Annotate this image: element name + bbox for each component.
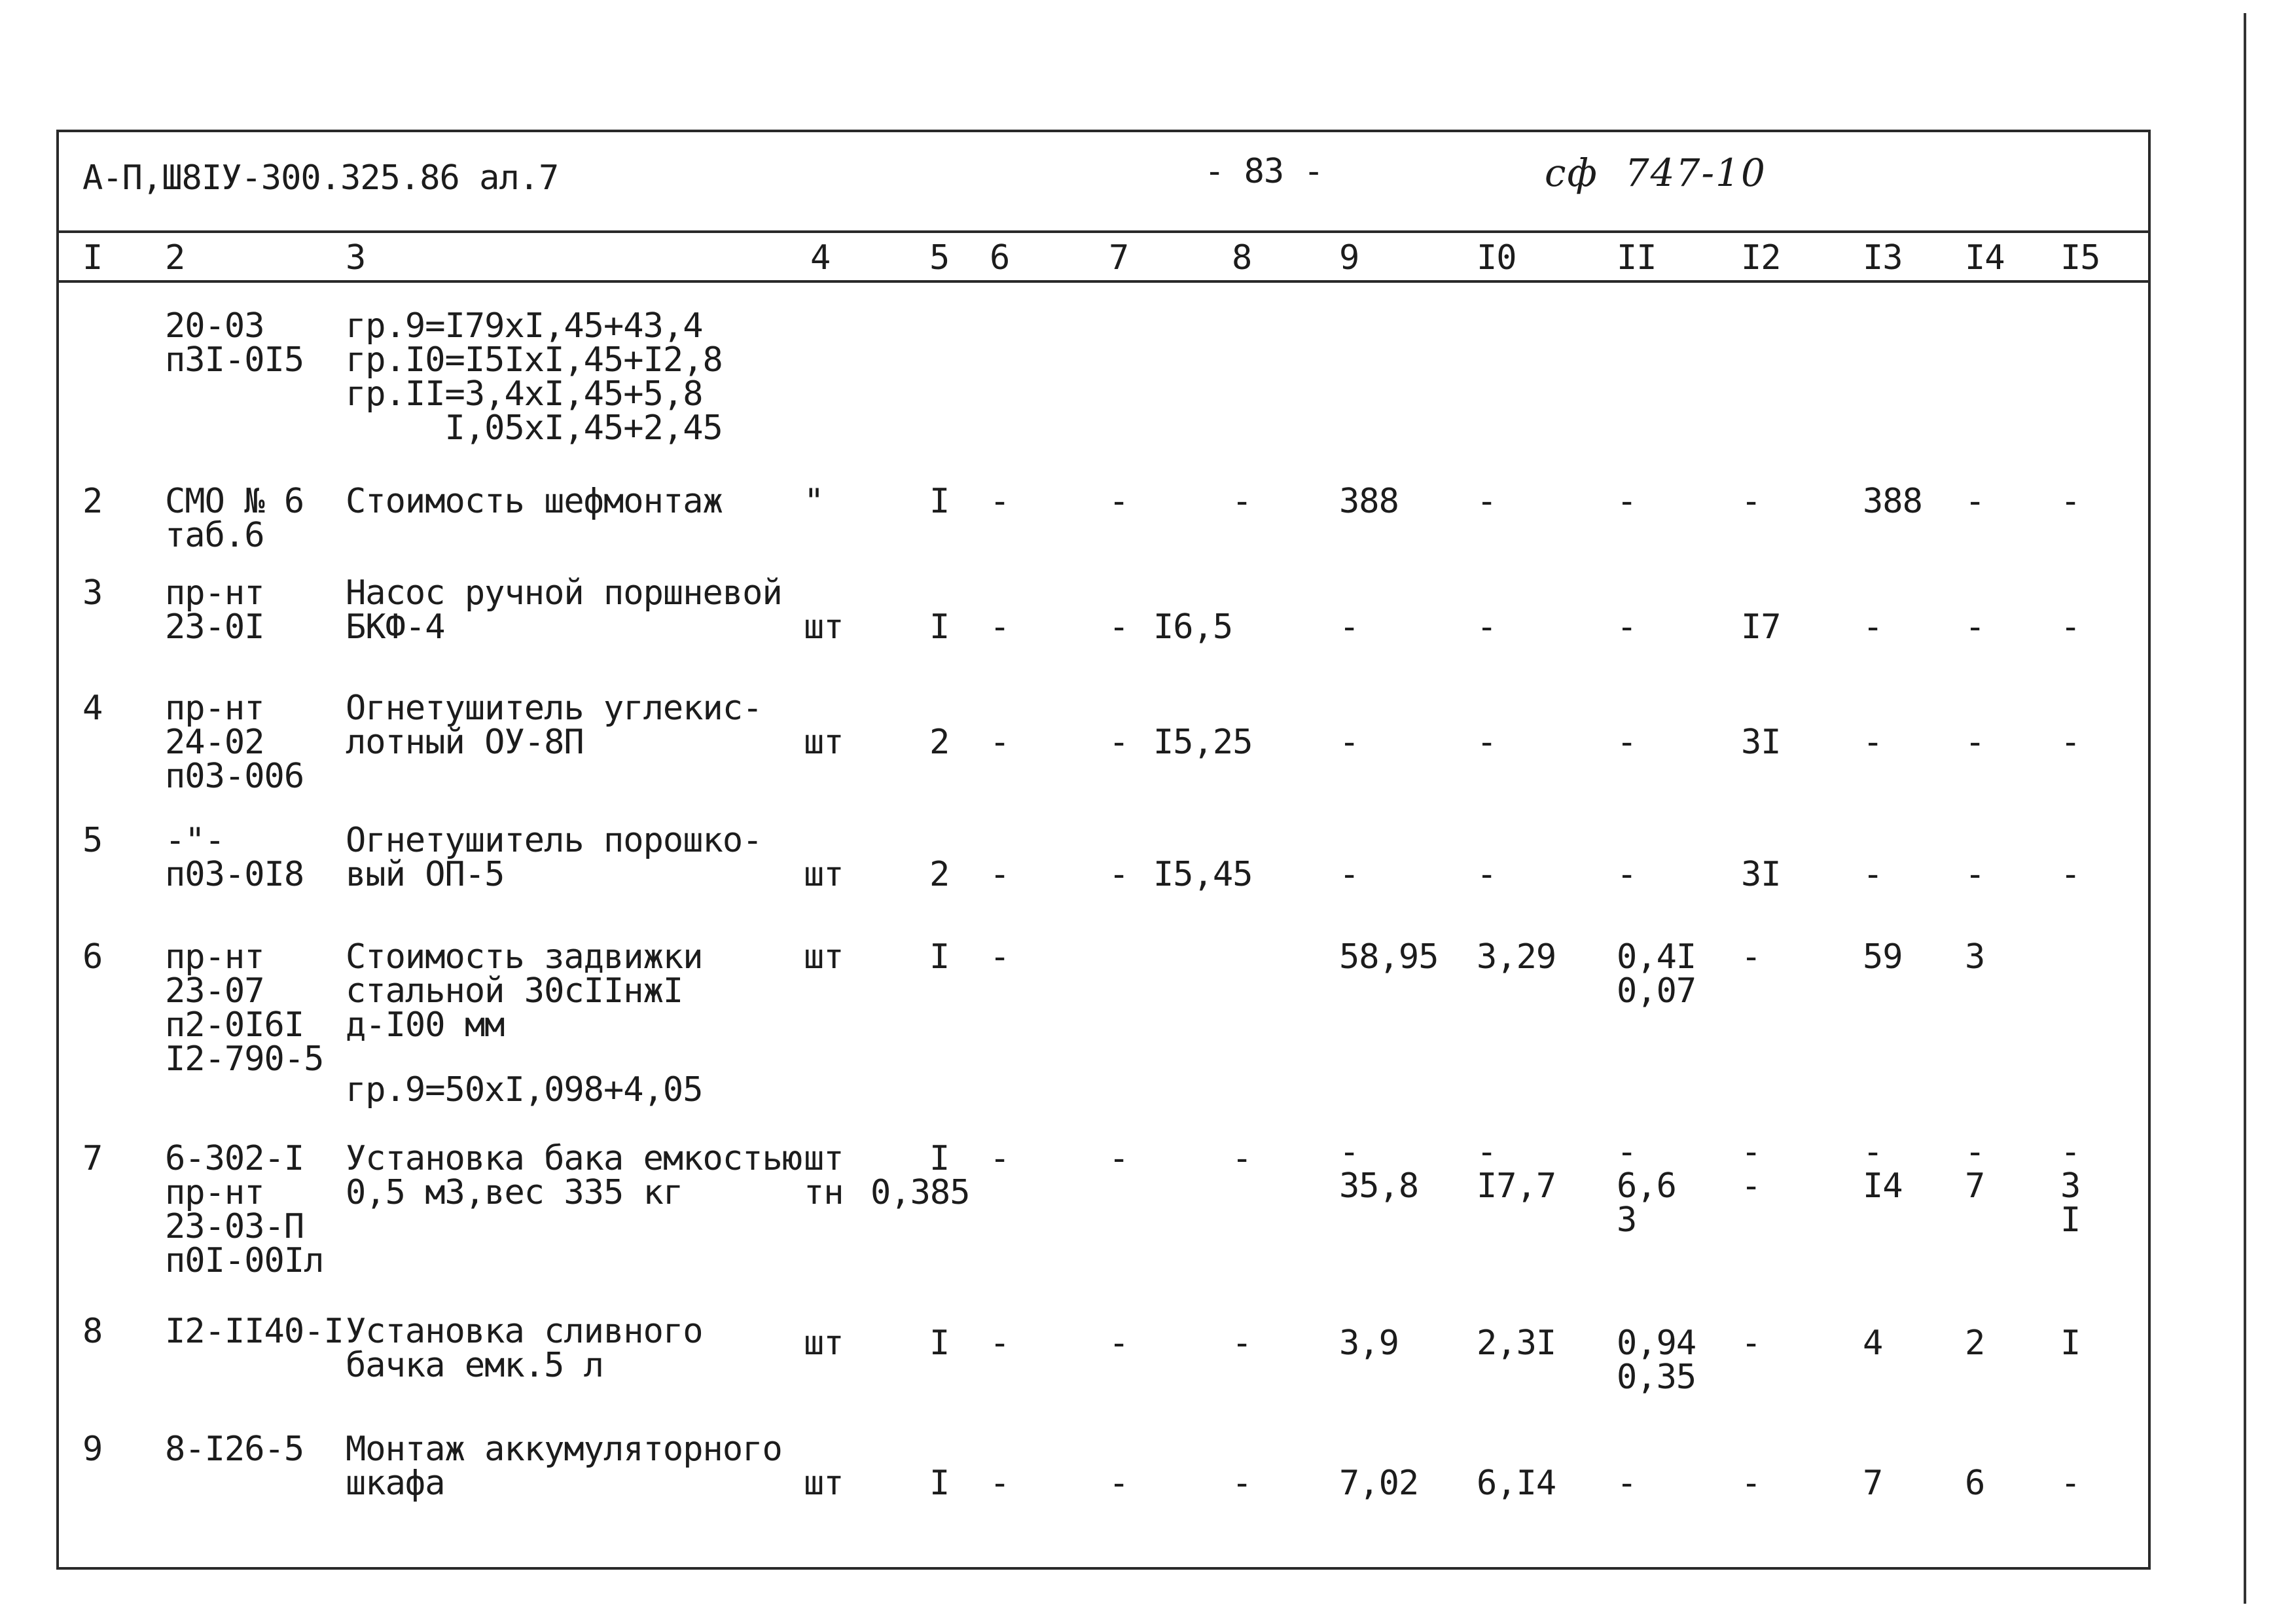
row-col14: -	[1965, 1132, 1985, 1172]
column-number: 5	[929, 238, 950, 278]
row-ref: пр-нт	[165, 689, 264, 728]
row-unit: шт	[804, 723, 844, 762]
row-number: 2	[82, 482, 103, 521]
row-col11: -	[1617, 482, 1637, 521]
row-ref: пр-нт	[165, 937, 264, 977]
row-col15: -	[2060, 607, 2081, 647]
row-col15: 3	[2060, 1166, 2081, 1206]
row-col11: 3	[1617, 1200, 1637, 1240]
row-col6: -	[990, 607, 1010, 647]
row-qty: I	[929, 1324, 950, 1363]
row-col11: 6,6	[1617, 1166, 1676, 1206]
row-name: Стоимость шефмонтаж	[346, 482, 723, 521]
row-name: бачка емк.5 л	[346, 1346, 603, 1385]
column-number: I2	[1741, 238, 1781, 278]
row-col13: 59	[1863, 937, 1903, 977]
row-col8: -	[1232, 482, 1252, 521]
column-number: I0	[1477, 238, 1516, 278]
row-col8: -	[1232, 1464, 1252, 1503]
row-col15: I	[2060, 1324, 2081, 1363]
column-number: 9	[1339, 238, 1359, 278]
row-col9: -	[1339, 723, 1359, 762]
row-ref: 23-03-П	[165, 1207, 304, 1246]
row-col13: 4	[1863, 1324, 1883, 1363]
row-unit: "	[804, 482, 824, 521]
row-unit: шт	[804, 1324, 844, 1363]
row-qty: 2	[929, 723, 950, 762]
ref-line: п3I-0I5	[165, 340, 304, 380]
row-col14: 3	[1965, 937, 1985, 977]
row-unit: шт	[804, 1139, 844, 1178]
header-top-rule	[56, 230, 2151, 233]
document-code: А-П,Ш8IУ-300.325.86 ал.7	[82, 158, 559, 198]
row-col9: 35,8	[1339, 1166, 1419, 1206]
column-number: 3	[346, 238, 366, 278]
row-col10: 2,3I	[1477, 1324, 1556, 1363]
row-col8: I5,25	[1153, 723, 1253, 762]
row-col8: I5,45	[1153, 855, 1253, 894]
row-col9: 58,95	[1339, 937, 1439, 977]
row-col11: -	[1617, 1464, 1637, 1503]
row-number: 5	[82, 821, 103, 860]
row-number: 6	[82, 937, 103, 977]
row-col7: -	[1109, 607, 1129, 647]
row-col12: -	[1741, 482, 1761, 521]
row-unit: шт	[804, 1464, 844, 1503]
formula-line: гр.9=I79хI,45+43,4	[346, 306, 703, 346]
row-formula: гр.9=50хI,098+4,05	[346, 1070, 703, 1110]
row-col11: 0,4I	[1617, 937, 1696, 977]
row-col13: -	[1863, 723, 1883, 762]
row-ref: 23-0I	[165, 607, 264, 647]
row-number: 8	[82, 1312, 103, 1351]
row-ref: СМО № 6	[165, 482, 304, 521]
row-ref: пр-нт	[165, 1173, 264, 1212]
row-name: лотный ОУ-8П	[346, 723, 584, 762]
row-name: Огнетушитель порошко-	[346, 821, 762, 860]
column-number: 6	[990, 238, 1010, 278]
row-col11: -	[1617, 723, 1637, 762]
row-col15: -	[2060, 1132, 2081, 1172]
row-qty: I	[929, 1464, 950, 1503]
row-qty: I	[929, 482, 950, 521]
formula-line: гр.I0=I5IхI,45+I2,8	[346, 340, 723, 380]
row-col12: -	[1741, 1132, 1761, 1172]
row-name: 0,5 м3,вес 335 кг	[346, 1173, 683, 1212]
row-col10: -	[1477, 723, 1497, 762]
row-unit: шт	[804, 855, 844, 894]
row-col7: -	[1109, 723, 1129, 762]
row-qty: I	[929, 1139, 950, 1178]
row-number: 3	[82, 573, 103, 613]
row-col6: -	[990, 937, 1010, 977]
row-col12: -	[1741, 1464, 1761, 1503]
formula-line: гр.II=3,4хI,45+5,8	[346, 374, 703, 414]
row-col13: -	[1863, 1132, 1883, 1172]
row-ref: 6-302-I	[165, 1139, 304, 1178]
column-number: II	[1617, 238, 1657, 278]
formula-line: I,05хI,45+2,45	[346, 408, 723, 448]
row-ref: 23-07	[165, 971, 264, 1011]
row-number: 4	[82, 689, 103, 728]
row-col6: -	[990, 482, 1010, 521]
row-col11: -	[1617, 1132, 1637, 1172]
column-number: I	[82, 238, 103, 278]
row-ref: -"-	[165, 821, 224, 860]
row-col15: -	[2060, 723, 2081, 762]
row-col9: 3,9	[1339, 1324, 1399, 1363]
row-col15: -	[2060, 855, 2081, 894]
row-name: Монтаж аккумуляторного	[346, 1430, 782, 1469]
row-name: Огнетушитель углекис-	[346, 689, 762, 728]
row-name: БКФ-4	[346, 607, 445, 647]
header-bottom-rule	[56, 280, 2151, 283]
row-col6: -	[990, 855, 1010, 894]
row-col14: 2	[1965, 1324, 1985, 1363]
column-number: 2	[165, 238, 185, 278]
page-number: - 83 -	[1204, 152, 1323, 191]
row-col8: I6,5	[1153, 607, 1233, 647]
row-col12: 3I	[1741, 855, 1781, 894]
row-col12: 3I	[1741, 723, 1781, 762]
row-ref: п03-006	[165, 757, 304, 796]
row-col8: -	[1232, 1139, 1252, 1178]
row-col10: -	[1477, 855, 1497, 894]
row-col15: I	[2060, 1200, 2081, 1240]
row-col15: -	[2060, 1464, 2081, 1503]
row-name: Установка бака емкостью	[346, 1139, 802, 1178]
row-col7: -	[1109, 1324, 1129, 1363]
column-number: I3	[1863, 238, 1903, 278]
row-col15: -	[2060, 482, 2081, 521]
row-name: шкафа	[346, 1464, 445, 1503]
row-name: Стоимость задвижки	[346, 937, 703, 977]
row-col6: -	[990, 723, 1010, 762]
page-edge-line	[2244, 13, 2246, 1604]
row-col10: I7,7	[1477, 1166, 1556, 1206]
row-col11: 0,94	[1617, 1324, 1696, 1363]
row-col7: -	[1109, 482, 1129, 521]
row-ref: 24-02	[165, 723, 264, 762]
row-col6: -	[990, 1464, 1010, 1503]
row-col9: -	[1339, 1132, 1359, 1172]
row-col10: 6,I4	[1477, 1464, 1556, 1503]
row-ref: таб.6	[165, 516, 264, 555]
row-name: д-I00 мм	[346, 1005, 505, 1045]
row-col12: -	[1741, 1324, 1761, 1363]
row-col9: 7,02	[1339, 1464, 1419, 1503]
row-col14: 7	[1965, 1166, 1985, 1206]
row-number: 9	[82, 1430, 103, 1469]
row-col9: 388	[1339, 482, 1399, 521]
row-col11: -	[1617, 607, 1637, 647]
row-col12: I7	[1741, 607, 1781, 647]
column-number: I4	[1965, 238, 2005, 278]
handwritten-stamp: сф 747-10	[1545, 151, 1767, 195]
row-col11: 0,35	[1617, 1358, 1696, 1398]
row-number: 7	[82, 1139, 103, 1178]
row-col13: -	[1863, 607, 1883, 647]
row-col9: -	[1339, 855, 1359, 894]
row-col6: -	[990, 1139, 1010, 1178]
ref-line: 20-03	[165, 306, 264, 346]
row-col12: -	[1741, 1166, 1761, 1206]
row-col7: -	[1109, 855, 1129, 894]
column-number: 4	[810, 238, 831, 278]
column-number: 8	[1232, 238, 1252, 278]
row-unit: шт	[804, 937, 844, 977]
column-number: I5	[2060, 238, 2100, 278]
row-col14: -	[1965, 482, 1985, 521]
row-unit: тн	[804, 1173, 844, 1212]
row-name: Насос ручной поршневой	[346, 573, 782, 613]
row-col13: -	[1863, 855, 1883, 894]
row-col11: 0,07	[1617, 971, 1696, 1011]
row-qty: I	[929, 937, 950, 977]
row-qty-alt: 0,385	[870, 1173, 970, 1212]
row-col14: 6	[1965, 1464, 1985, 1503]
row-col13: 7	[1863, 1464, 1883, 1503]
row-col10: -	[1477, 607, 1497, 647]
row-ref: п2-0I6I	[165, 1005, 304, 1045]
row-qty: I	[929, 607, 950, 647]
row-ref: I2-790-5	[165, 1039, 324, 1079]
row-name: стальной 30сIIнжI	[346, 971, 683, 1011]
row-unit: шт	[804, 607, 844, 647]
row-col14: -	[1965, 607, 1985, 647]
row-col8: -	[1232, 1324, 1252, 1363]
row-qty: 2	[929, 855, 950, 894]
row-col14: -	[1965, 855, 1985, 894]
row-col13: 388	[1863, 482, 1922, 521]
row-col7: -	[1109, 1464, 1129, 1503]
row-col12: -	[1741, 937, 1761, 977]
row-col10: -	[1477, 1132, 1497, 1172]
column-number: 7	[1109, 238, 1129, 278]
row-ref: 8-I26-5	[165, 1430, 304, 1469]
row-col10: -	[1477, 482, 1497, 521]
row-col6: -	[990, 1324, 1010, 1363]
row-name: вый ОП-5	[346, 855, 505, 894]
row-col11: -	[1617, 855, 1637, 894]
row-col7: -	[1109, 1139, 1129, 1178]
row-col10: 3,29	[1477, 937, 1556, 977]
row-ref: п0I-00Iл	[165, 1241, 324, 1280]
row-col14: -	[1965, 723, 1985, 762]
row-col9: -	[1339, 607, 1359, 647]
row-ref: пр-нт	[165, 573, 264, 613]
row-ref: I2-II40-I	[165, 1312, 344, 1351]
row-col13: I4	[1863, 1166, 1903, 1206]
row-ref: п03-0I8	[165, 855, 304, 894]
row-name: Установка сливного	[346, 1312, 703, 1351]
